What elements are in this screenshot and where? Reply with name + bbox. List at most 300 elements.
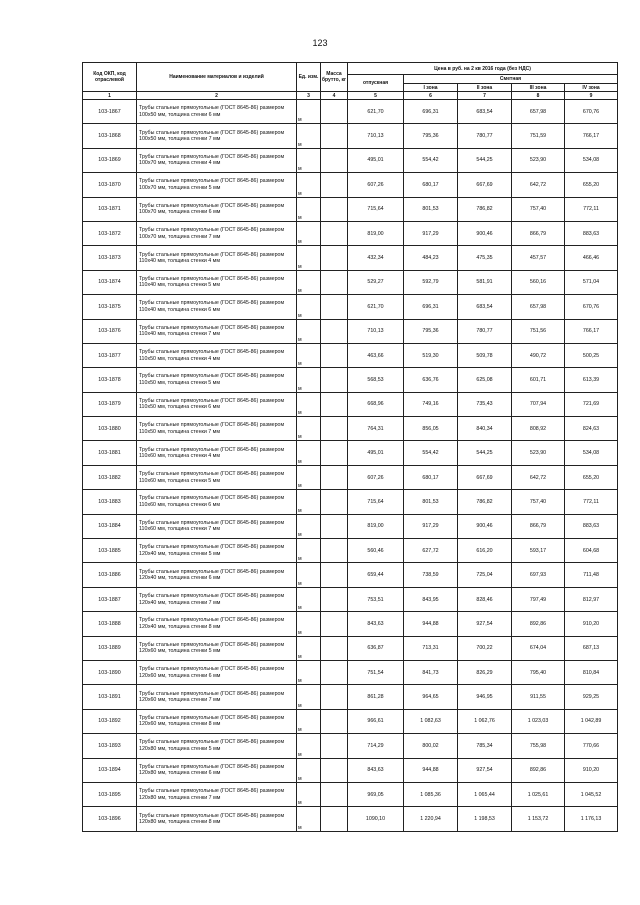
name-cell: Трубы стальные прямоугольные (ГОСТ 8645-86) размером 120х80 мм, толщина стенки 5 мм [137, 734, 297, 758]
zone1-price-cell: 944,88 [404, 758, 458, 782]
zone3-price-cell: 560,16 [512, 270, 565, 294]
table-row [83, 100, 618, 124]
name-cell: Трубы стальные прямоугольные (ГОСТ 8645-86) размером 110х40 мм, толщина стенки 5 мм [137, 270, 297, 294]
zone1-price-cell: 841,73 [404, 660, 458, 684]
zone1-price-cell: 484,23 [404, 246, 458, 270]
zone4-price-cell: 604,68 [565, 539, 618, 563]
table-row [83, 807, 618, 831]
unit-cell: м [297, 221, 321, 245]
release-price-cell: 715,64 [348, 197, 404, 221]
name-cell: Трубы стальные прямоугольные (ГОСТ 8645-86) размером 120х40 мм, толщина стенки 5 мм [137, 539, 297, 563]
unit-header: Ед. изм. [297, 63, 321, 92]
mass-cell [321, 197, 348, 221]
mass-cell [321, 807, 348, 831]
release-price-cell: 568,53 [348, 368, 404, 392]
name-cell: Трубы стальные прямоугольные (ГОСТ 8645-86) размером 120х80 мм, толщина стенки 6 мм [137, 758, 297, 782]
release-price-cell: 710,13 [348, 124, 404, 148]
release-price-cell: 529,27 [348, 270, 404, 294]
unit-cell: м [297, 709, 321, 733]
zone3-price-cell: 866,79 [512, 514, 565, 538]
zone3-price-cell: 697,93 [512, 563, 565, 587]
name-cell: Трубы стальные прямоугольные (ГОСТ 8645-86) размером 110х50 мм, толщина стенки 6 мм [137, 392, 297, 416]
zone4-price-cell: 883,63 [565, 221, 618, 245]
mass-cell [321, 636, 348, 660]
code-cell: 103-1872 [83, 221, 137, 245]
release-price-cell: 560,46 [348, 539, 404, 563]
mass-cell [321, 368, 348, 392]
name-cell: Трубы стальные прямоугольные (ГОСТ 8645-86) размером 120х60 мм, толщина стенки 8 мм [137, 709, 297, 733]
zone4-price-cell: 772,11 [565, 490, 618, 514]
code-cell: 103-1888 [83, 612, 137, 636]
name-cell: Трубы стальные прямоугольные (ГОСТ 8645-86) размером 120х80 мм, толщина стенки 8 мм [137, 807, 297, 831]
zone2-price-cell: 683,54 [458, 100, 512, 124]
price-table [82, 62, 618, 832]
zone2-price-cell: 625,08 [458, 368, 512, 392]
zone1-price-cell: 680,17 [404, 465, 458, 489]
release-price-cell: 969,05 [348, 782, 404, 806]
zone1-price-cell: 964,65 [404, 685, 458, 709]
code-cell: 103-1890 [83, 660, 137, 684]
zone3-price-cell: 642,72 [512, 173, 565, 197]
release-price-cell: 753,51 [348, 587, 404, 611]
zone1-price-cell: 1 085,36 [404, 782, 458, 806]
zone2-price-cell: 786,82 [458, 490, 512, 514]
name-cell: Трубы стальные прямоугольные (ГОСТ 8645-86) размером 110х50 мм, толщина стенки 5 мм [137, 368, 297, 392]
zone4-price-cell: 1 042,89 [565, 709, 618, 733]
name-cell: Трубы стальные прямоугольные (ГОСТ 8645-86) размером 120х40 мм, толщина стенки 6 мм [137, 563, 297, 587]
zone4-price-cell: 772,11 [565, 197, 618, 221]
zone3-price-cell: 757,40 [512, 197, 565, 221]
zone2-price-cell: 840,34 [458, 417, 512, 441]
release-price-cell: 621,70 [348, 295, 404, 319]
unit-cell: м [297, 417, 321, 441]
release-price-cell: 668,96 [348, 392, 404, 416]
code-cell: 103-1889 [83, 636, 137, 660]
unit-cell: м [297, 734, 321, 758]
zone1-price-cell: 627,72 [404, 539, 458, 563]
zone4-price-cell: 670,76 [565, 100, 618, 124]
name-cell: Трубы стальные прямоугольные (ГОСТ 8645-86) размером 100х70 мм, толщина стенки 7 мм [137, 221, 297, 245]
zone-header: IV зона [565, 84, 618, 92]
name-cell: Трубы стальные прямоугольные (ГОСТ 8645-86) размером 100х50 мм, толщина стенки 6 мм [137, 100, 297, 124]
zone3-price-cell: 808,92 [512, 417, 565, 441]
zone3-price-cell: 866,79 [512, 221, 565, 245]
zone3-price-cell: 674,04 [512, 636, 565, 660]
zone1-price-cell: 917,29 [404, 514, 458, 538]
name-cell: Трубы стальные прямоугольные (ГОСТ 8645-86) размером 100х70 мм, толщина стенки 5 мм [137, 173, 297, 197]
release-price-cell: 819,00 [348, 514, 404, 538]
code-cell: 103-1896 [83, 807, 137, 831]
code-cell: 103-1892 [83, 709, 137, 733]
mass-cell [321, 782, 348, 806]
release-price-cell: 607,26 [348, 173, 404, 197]
zone1-price-cell: 800,02 [404, 734, 458, 758]
table-row [83, 295, 618, 319]
zone-header: II зона [458, 84, 512, 92]
zone4-price-cell: 466,46 [565, 246, 618, 270]
zone4-price-cell: 824,63 [565, 417, 618, 441]
column-number: 6 [404, 92, 458, 100]
code-cell: 103-1891 [83, 685, 137, 709]
zone1-price-cell: 795,36 [404, 319, 458, 343]
table-row [83, 587, 618, 611]
zone2-price-cell: 544,25 [458, 441, 512, 465]
mass-cell [321, 100, 348, 124]
page-number: 123 [312, 38, 328, 48]
unit-cell: м [297, 441, 321, 465]
unit-cell: м [297, 612, 321, 636]
zone4-price-cell: 812,97 [565, 587, 618, 611]
code-cell: 103-1886 [83, 563, 137, 587]
mass-cell [321, 124, 348, 148]
zone4-price-cell: 711,48 [565, 563, 618, 587]
name-cell: Трубы стальные прямоугольные (ГОСТ 8645-86) размером 110х50 мм, толщина стенки 4 мм [137, 343, 297, 367]
zone2-price-cell: 826,29 [458, 660, 512, 684]
unit-cell: м [297, 197, 321, 221]
code-cell: 103-1884 [83, 514, 137, 538]
zone1-price-cell: 801,53 [404, 197, 458, 221]
zone2-price-cell: 927,54 [458, 758, 512, 782]
mass-cell [321, 148, 348, 172]
code-cell: 103-1870 [83, 173, 137, 197]
zone4-price-cell: 534,08 [565, 148, 618, 172]
unit-cell: м [297, 758, 321, 782]
zone4-price-cell: 810,84 [565, 660, 618, 684]
name-cell: Трубы стальные прямоугольные (ГОСТ 8645-86) размером 120х40 мм, толщина стенки 7 мм [137, 587, 297, 611]
name-cell: Трубы стальные прямоугольные (ГОСТ 8645-86) размером 110х60 мм, толщина стенки 6 мм [137, 490, 297, 514]
code-cell: 103-1881 [83, 441, 137, 465]
table-row [83, 465, 618, 489]
zone-header: I зона [404, 84, 458, 92]
release-price-cell: 1090,10 [348, 807, 404, 831]
zone3-price-cell: 892,86 [512, 612, 565, 636]
zone1-price-cell: 696,31 [404, 100, 458, 124]
zone3-price-cell: 755,98 [512, 734, 565, 758]
zone1-price-cell: 696,31 [404, 295, 458, 319]
zone3-price-cell: 797,49 [512, 587, 565, 611]
zone3-price-cell: 892,86 [512, 758, 565, 782]
zone1-price-cell: 795,36 [404, 124, 458, 148]
unit-cell: м [297, 368, 321, 392]
zone3-price-cell: 457,57 [512, 246, 565, 270]
unit-cell: м [297, 660, 321, 684]
zone2-price-cell: 900,46 [458, 514, 512, 538]
mass-cell [321, 490, 348, 514]
unit-cell: м [297, 148, 321, 172]
unit-cell: м [297, 587, 321, 611]
mass-cell [321, 221, 348, 245]
release-price-cell: 714,29 [348, 734, 404, 758]
zone3-price-cell: 1 153,72 [512, 807, 565, 831]
mass-cell [321, 441, 348, 465]
release-price-cell: 621,70 [348, 100, 404, 124]
zone4-price-cell: 929,25 [565, 685, 618, 709]
zone4-price-cell: 534,08 [565, 441, 618, 465]
code-cell: 103-1874 [83, 270, 137, 294]
zone2-price-cell: 786,82 [458, 197, 512, 221]
table-row [83, 417, 618, 441]
release-price-cell: 432,34 [348, 246, 404, 270]
zone4-price-cell: 670,76 [565, 295, 618, 319]
release-header: отпускная [348, 75, 404, 92]
zone4-price-cell: 613,39 [565, 368, 618, 392]
zone4-price-cell: 766,17 [565, 319, 618, 343]
zone4-price-cell: 655,20 [565, 465, 618, 489]
zone1-price-cell: 856,05 [404, 417, 458, 441]
zone3-price-cell: 911,55 [512, 685, 565, 709]
zone2-price-cell: 725,04 [458, 563, 512, 587]
name-cell: Трубы стальные прямоугольные (ГОСТ 8645-86) размером 100х50 мм, толщина стенки 7 мм [137, 124, 297, 148]
column-number: 3 [297, 92, 321, 100]
unit-cell: м [297, 343, 321, 367]
zone3-price-cell: 523,90 [512, 148, 565, 172]
table-row [83, 612, 618, 636]
mass-cell [321, 392, 348, 416]
zone2-price-cell: 785,34 [458, 734, 512, 758]
price-header: Цена в руб. на 2 кв 2016 года (без НДС) [348, 63, 618, 75]
release-price-cell: 843,63 [348, 612, 404, 636]
table-row [83, 685, 618, 709]
code-cell: 103-1885 [83, 539, 137, 563]
mass-cell [321, 587, 348, 611]
table-row [83, 539, 618, 563]
zone3-price-cell: 523,90 [512, 441, 565, 465]
unit-cell: м [297, 465, 321, 489]
column-number: 5 [348, 92, 404, 100]
zone4-price-cell: 1 176,13 [565, 807, 618, 831]
mass-cell [321, 343, 348, 367]
release-price-cell: 607,26 [348, 465, 404, 489]
name-cell: Трубы стальные прямоугольные (ГОСТ 8645-86) размером 120х60 мм, толщина стенки 6 мм [137, 660, 297, 684]
mass-cell [321, 660, 348, 684]
unit-cell: м [297, 636, 321, 660]
zone1-price-cell: 917,29 [404, 221, 458, 245]
code-cell: 103-1895 [83, 782, 137, 806]
zone1-price-cell: 636,76 [404, 368, 458, 392]
mass-cell [321, 465, 348, 489]
unit-cell: м [297, 100, 321, 124]
table-row [83, 197, 618, 221]
zone2-price-cell: 683,54 [458, 295, 512, 319]
table-row [83, 319, 618, 343]
zone3-price-cell: 593,17 [512, 539, 565, 563]
zone4-price-cell: 721,69 [565, 392, 618, 416]
name-cell: Трубы стальные прямоугольные (ГОСТ 8645-86) размером 110х40 мм, толщина стенки 6 мм [137, 295, 297, 319]
zone1-price-cell: 801,53 [404, 490, 458, 514]
zone3-price-cell: 751,59 [512, 124, 565, 148]
release-price-cell: 463,66 [348, 343, 404, 367]
zone4-price-cell: 910,20 [565, 612, 618, 636]
table-row [83, 124, 618, 148]
mass-cell [321, 709, 348, 733]
name-cell: Трубы стальные прямоугольные (ГОСТ 8645-86) размером 120х60 мм, толщина стенки 7 мм [137, 685, 297, 709]
zone2-price-cell: 700,22 [458, 636, 512, 660]
release-price-cell: 636,87 [348, 636, 404, 660]
mass-cell [321, 758, 348, 782]
zone1-price-cell: 738,59 [404, 563, 458, 587]
zone1-price-cell: 713,31 [404, 636, 458, 660]
zone4-price-cell: 500,25 [565, 343, 618, 367]
zone4-price-cell: 766,17 [565, 124, 618, 148]
mass-cell [321, 612, 348, 636]
mass-cell [321, 563, 348, 587]
zone4-price-cell: 883,63 [565, 514, 618, 538]
unit-cell: м [297, 295, 321, 319]
zone2-price-cell: 735,43 [458, 392, 512, 416]
mass-cell [321, 734, 348, 758]
code-cell: 103-1883 [83, 490, 137, 514]
zone3-price-cell: 601,71 [512, 368, 565, 392]
zone1-price-cell: 944,88 [404, 612, 458, 636]
zone1-price-cell: 554,42 [404, 441, 458, 465]
code-cell: 103-1878 [83, 368, 137, 392]
zone1-price-cell: 1 082,63 [404, 709, 458, 733]
table-row [83, 368, 618, 392]
zone2-price-cell: 475,35 [458, 246, 512, 270]
table-row [83, 563, 618, 587]
code-header: Код ОКП, код отраслевой [83, 63, 137, 92]
mass-cell [321, 319, 348, 343]
zone3-price-cell: 657,98 [512, 295, 565, 319]
table-row [83, 392, 618, 416]
unit-cell: м [297, 124, 321, 148]
name-cell: Трубы стальные прямоугольные (ГОСТ 8645-86) размером 100х70 мм, толщина стенки 4 мм [137, 148, 297, 172]
code-cell: 103-1894 [83, 758, 137, 782]
table-row [83, 709, 618, 733]
zone1-price-cell: 749,16 [404, 392, 458, 416]
table-row [83, 660, 618, 684]
unit-cell: м [297, 782, 321, 806]
code-cell: 103-1876 [83, 319, 137, 343]
mass-cell [321, 295, 348, 319]
zone4-price-cell: 1 045,52 [565, 782, 618, 806]
column-number: 2 [137, 92, 297, 100]
zone2-price-cell: 780,77 [458, 319, 512, 343]
table-row [83, 343, 618, 367]
zone1-price-cell: 554,42 [404, 148, 458, 172]
mass-cell [321, 685, 348, 709]
column-number: 1 [83, 92, 137, 100]
unit-cell: м [297, 319, 321, 343]
zone2-price-cell: 1 065,44 [458, 782, 512, 806]
zone3-price-cell: 642,72 [512, 465, 565, 489]
zone2-price-cell: 946,95 [458, 685, 512, 709]
name-cell: Трубы стальные прямоугольные (ГОСТ 8645-86) размером 110х50 мм, толщина стенки 7 мм [137, 417, 297, 441]
column-number: 8 [512, 92, 565, 100]
zone3-price-cell: 757,40 [512, 490, 565, 514]
zone2-price-cell: 828,46 [458, 587, 512, 611]
table-row [83, 173, 618, 197]
code-cell: 103-1877 [83, 343, 137, 367]
zone2-price-cell: 667,69 [458, 465, 512, 489]
zone2-price-cell: 544,25 [458, 148, 512, 172]
unit-cell: м [297, 685, 321, 709]
table-row [83, 514, 618, 538]
column-number-row [83, 92, 618, 100]
zone1-price-cell: 680,17 [404, 173, 458, 197]
zone1-price-cell: 519,30 [404, 343, 458, 367]
zone2-price-cell: 581,91 [458, 270, 512, 294]
release-price-cell: 843,63 [348, 758, 404, 782]
mass-cell [321, 539, 348, 563]
release-price-cell: 751,54 [348, 660, 404, 684]
name-cell: Трубы стальные прямоугольные (ГОСТ 8645-86) размером 110х60 мм, толщина стенки 5 мм [137, 465, 297, 489]
mass-cell [321, 514, 348, 538]
table-row [83, 782, 618, 806]
mass-header: Масса брутто, кг [321, 63, 348, 92]
zone3-price-cell: 1 025,61 [512, 782, 565, 806]
name-cell: Трубы стальные прямоугольные (ГОСТ 8645-86) размером 110х40 мм, толщина стенки 4 мм [137, 246, 297, 270]
column-number: 7 [458, 92, 512, 100]
zone3-price-cell: 707,94 [512, 392, 565, 416]
unit-cell: м [297, 490, 321, 514]
unit-cell: м [297, 563, 321, 587]
zone1-price-cell: 843,95 [404, 587, 458, 611]
release-price-cell: 495,01 [348, 441, 404, 465]
unit-cell: м [297, 807, 321, 831]
table-row [83, 246, 618, 270]
name-cell: Трубы стальные прямоугольные (ГОСТ 8645-86) размером 100х70 мм, толщина стенки 6 мм [137, 197, 297, 221]
zone3-price-cell: 795,40 [512, 660, 565, 684]
name-cell: Трубы стальные прямоугольные (ГОСТ 8645-86) размером 110х60 мм, толщина стенки 7 мм [137, 514, 297, 538]
unit-cell: м [297, 173, 321, 197]
zone-header: III зона [512, 84, 565, 92]
name-cell: Трубы стальные прямоугольные (ГОСТ 8645-86) размером 120х40 мм, толщина стенки 8 мм [137, 612, 297, 636]
release-price-cell: 495,01 [348, 148, 404, 172]
table-row [83, 441, 618, 465]
zone3-price-cell: 490,72 [512, 343, 565, 367]
zone3-price-cell: 751,56 [512, 319, 565, 343]
table-header [83, 63, 618, 100]
table-row [83, 636, 618, 660]
release-price-cell: 764,31 [348, 417, 404, 441]
code-cell: 103-1869 [83, 148, 137, 172]
zone3-price-cell: 657,98 [512, 100, 565, 124]
release-price-cell: 659,44 [348, 563, 404, 587]
release-price-cell: 715,64 [348, 490, 404, 514]
zone2-price-cell: 667,69 [458, 173, 512, 197]
table-row [83, 758, 618, 782]
table-body [83, 100, 618, 832]
zone2-price-cell: 900,46 [458, 221, 512, 245]
code-cell: 103-1871 [83, 197, 137, 221]
unit-cell: м [297, 392, 321, 416]
code-cell: 103-1887 [83, 587, 137, 611]
zone2-price-cell: 1 062,76 [458, 709, 512, 733]
code-cell: 103-1880 [83, 417, 137, 441]
unit-cell: м [297, 270, 321, 294]
code-cell: 103-1893 [83, 734, 137, 758]
zone2-price-cell: 1 198,53 [458, 807, 512, 831]
zone4-price-cell: 910,20 [565, 758, 618, 782]
column-number: 9 [565, 92, 618, 100]
zone4-price-cell: 655,20 [565, 173, 618, 197]
zone2-price-cell: 780,77 [458, 124, 512, 148]
mass-cell [321, 246, 348, 270]
release-price-cell: 966,61 [348, 709, 404, 733]
code-cell: 103-1882 [83, 465, 137, 489]
table-row [83, 270, 618, 294]
column-number: 4 [321, 92, 348, 100]
mass-cell [321, 417, 348, 441]
zone4-price-cell: 571,04 [565, 270, 618, 294]
name-header: Наименование материалов и изделий [137, 63, 297, 92]
estimate-header: Сметная [404, 75, 618, 84]
table-row [83, 148, 618, 172]
unit-cell: м [297, 539, 321, 563]
code-cell: 103-1875 [83, 295, 137, 319]
code-cell: 103-1873 [83, 246, 137, 270]
